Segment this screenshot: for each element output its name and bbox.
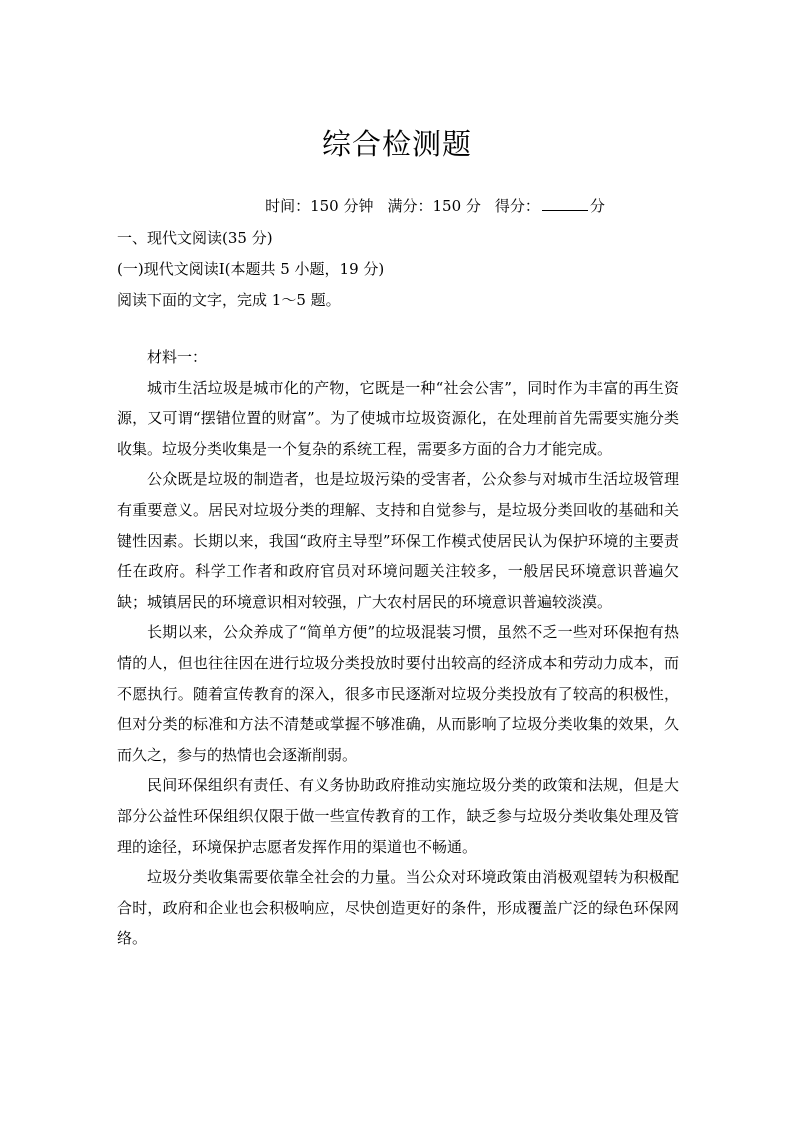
material-paragraph: 公众既是垃圾的制造者，也是垃圾污染的受害者，公众参与对城市生活垃圾管理有重要意义。居民对垃圾分类的理解、支持和自觉参与，是垃圾分类回收的基础和关键性因素。长期以来，我国“政府主导型”环保工作模式使居民认为保护环境的主要责任在政府。科学工作者和政府官员对环境问题关注较多，一般居民环境意识普遍欠缺；城镇居民的环境意识相对较强，广大农村居民的环境意识普遍较淡漠。 <box>117 470 679 611</box>
material-text <box>117 342 679 954</box>
score-label: 得分： <box>494 197 540 215</box>
material-label: 材料一： <box>147 348 208 366</box>
page-title: 综合检测题 <box>321 127 472 161</box>
material-paragraph: 民间环保组织有责任、有义务协助政府推动实施垃圾分类的政策和法规，但是大部分公益性环保组织仅限于做一些宣传教育的工作，缺乏参与垃圾分类收集处理及管理的途径，环境保护志愿者发挥作用的渠道也不畅通。 <box>117 776 679 856</box>
time-limit: 时间：150 分钟 <box>265 197 374 215</box>
section-heading-part1: 一、现代文阅读(35 分) <box>117 229 273 247</box>
reading-instruction: 阅读下面的文字，完成 1～5 题。 <box>117 291 341 309</box>
material-paragraph: 城市生活垃圾是城市化的产物，它既是一种“社会公害”，同时作为丰富的再生资源，又可谓“摆错位置的财富”。为了使城市垃圾资源化，在处理前首先需要实施分类收集。垃圾分类收集是一个复杂的系统工程，需要多方面的合力才能完成。 <box>117 378 679 458</box>
exam-meta-line <box>0 194 794 218</box>
score-unit: 分 <box>589 197 605 215</box>
section-subheading: (一)现代文阅读Ⅰ(本题共 5 小题，19 分) <box>117 260 385 278</box>
full-score: 满分：150 分 <box>387 197 481 215</box>
material-paragraph: 垃圾分类收集需要依靠全社会的力量。当公众对环境政策由消极观望转为积极配合时，政府和企业也会积极响应，尽快创造更好的条件，形成覆盖广泛的绿色环保网络。 <box>117 868 679 948</box>
score-blank <box>542 196 588 211</box>
material-paragraph: 长期以来，公众养成了“简单方便”的垃圾混装习惯，虽然不乏一些对环保抱有热情的人，但也往往因在进行垃圾分类投放时要付出较高的经济成本和劳动力成本，而不愿执行。随着宣传教育的深入，很多市民逐渐对垃圾分类投放有了较高的积极性，但对分类的标准和方法不清楚或掌握不够准确，从而影响了垃圾分类收集的效果，久而久之，参与的热情也会逐渐削弱。 <box>117 623 679 764</box>
